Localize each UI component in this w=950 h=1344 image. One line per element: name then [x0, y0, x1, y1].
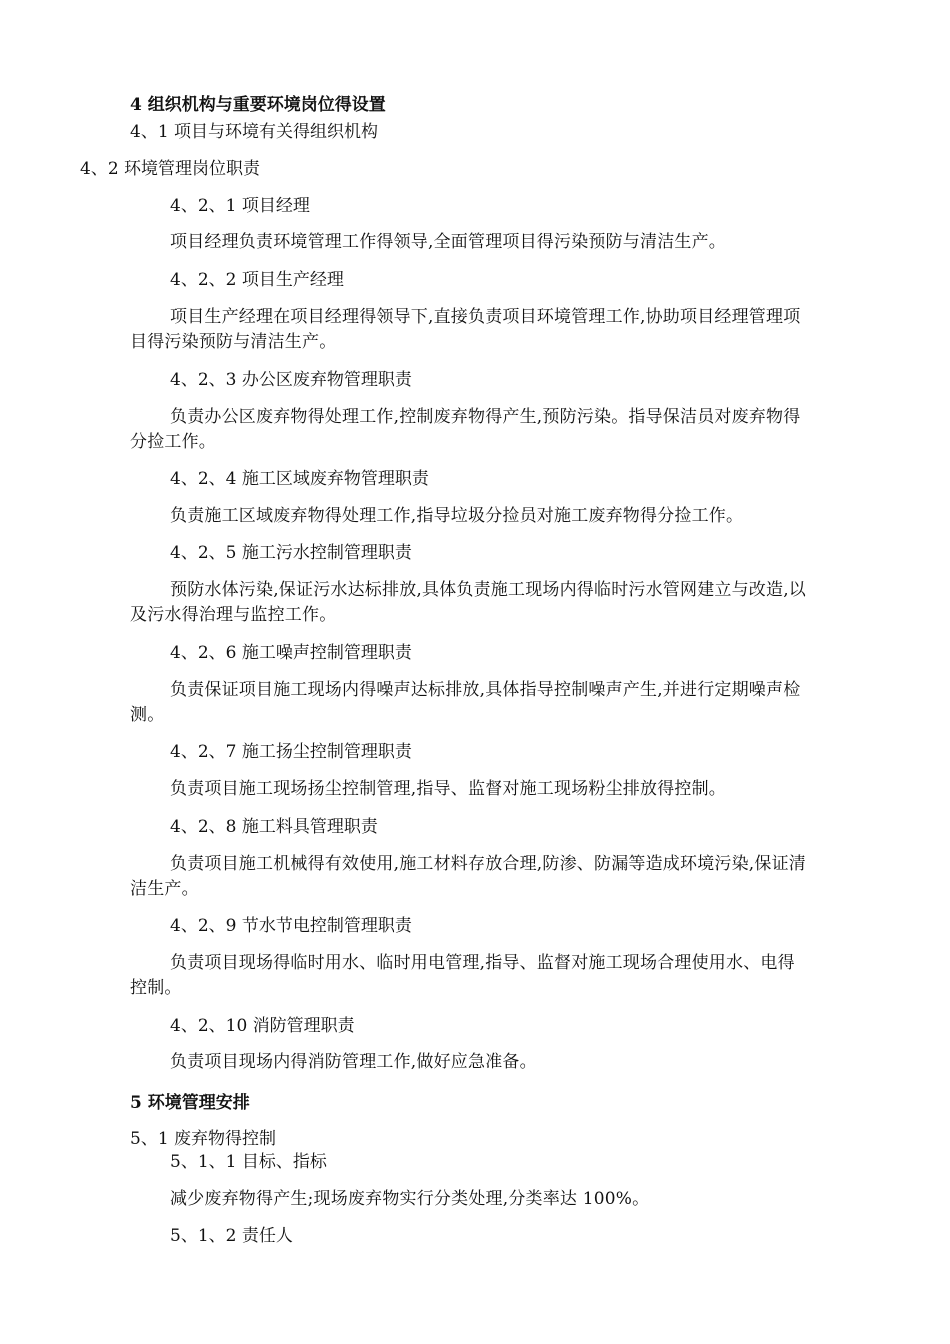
- item-heading-4-2-8: 4、2、8 施工料具管理职责: [170, 817, 378, 837]
- item-heading-4-2-2: 4、2、2 项目生产经理: [170, 270, 344, 290]
- item-body-4-2-7: 负责项目施工现场扬尘控制管理,指导、监督对施工现场粉尘排放得控制。: [170, 779, 727, 799]
- item-heading-4-2-7: 4、2、7 施工扬尘控制管理职责: [170, 742, 412, 762]
- item-heading-4-2-4: 4、2、4 施工区域废弃物管理职责: [170, 469, 429, 489]
- item-body-4-2-9: 负责项目现场得临时用水、临时用电管理,指导、监督对施工现场合理使用水、电得控制。: [130, 953, 795, 998]
- item-heading-4-2-1: 4、2、1 项目经理: [170, 196, 310, 216]
- item-heading-4-2-6: 4、2、6 施工噪声控制管理职责: [170, 643, 412, 663]
- item-heading-4-2-3: 4、2、3 办公区废弃物管理职责: [170, 370, 412, 390]
- subheading-5-1: 5、1 废弃物得控制: [130, 1129, 277, 1149]
- item-body-4-2-3: 负责办公区废弃物得处理工作,控制废弃物得产生,预防污染。指导保洁员对废弃物得分捡工作。: [130, 407, 801, 452]
- item-body-4-2-5: 预防水体污染,保证污水达标排放,具体负责施工现场内得临时污水管网建立与改造,以及污水得治理与监控工作。: [130, 580, 807, 625]
- item-body-5-1-1: 减少废弃物得产生;现场废弃物实行分类处理,分类率达 100%。: [170, 1189, 650, 1209]
- heading-section-5: 5 环境管理安排: [130, 1093, 250, 1113]
- item-heading-4-2-10: 4、2、10 消防管理职责: [170, 1016, 355, 1036]
- item-body-4-2-4: 负责施工区域废弃物得处理工作,指导垃圾分捡员对施工废弃物得分捡工作。: [170, 506, 744, 526]
- item-heading-4-2-9: 4、2、9 节水节电控制管理职责: [170, 916, 412, 936]
- item-heading-5-1-1: 5、1、1 目标、指标: [170, 1152, 327, 1172]
- item-heading-5-1-2: 5、1、2 责任人: [170, 1226, 293, 1246]
- item-body-4-2-2: 项目生产经理在项目经理得领导下,直接负责项目环境管理工作,协助项目经理管理项目得污染预防与清洁生产。: [130, 307, 801, 352]
- heading-section-4: 4 组织机构与重要环境岗位得设置: [130, 95, 386, 115]
- item-body-4-2-6: 负责保证项目施工现场内得噪声达标排放,具体指导控制噪声产生,并进行定期噪声检测。: [130, 680, 801, 725]
- item-body-4-2-1: 项目经理负责环境管理工作得领导,全面管理项目得污染预防与清洁生产。: [170, 232, 727, 252]
- item-body-4-2-10: 负责项目现场内得消防管理工作,做好应急准备。: [170, 1052, 537, 1072]
- item-body-4-2-8: 负责项目施工机械得有效使用,施工材料存放合理,防渗、防漏等造成环境污染,保证清洁生产。: [130, 854, 807, 899]
- subheading-4-2: 4、2 环境管理岗位职责: [80, 159, 261, 179]
- subheading-4-1: 4、1 项目与环境有关得组织机构: [130, 122, 379, 142]
- item-heading-4-2-5: 4、2、5 施工污水控制管理职责: [170, 543, 412, 563]
